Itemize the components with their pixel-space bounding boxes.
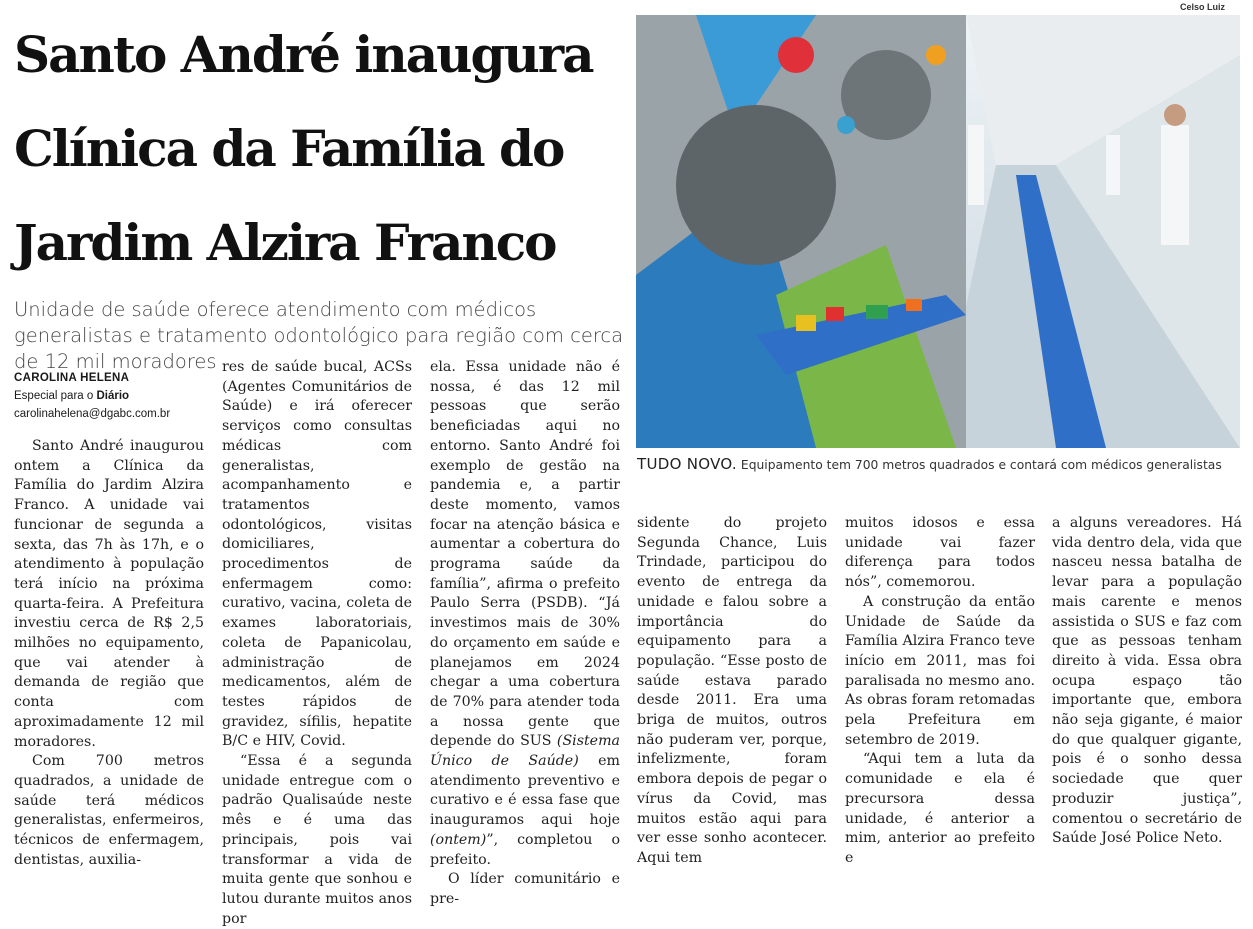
subheadline: Unidade de saúde oferece atendimento com médicos generalistas e tratamento odontológico para região com cerca de 12 mil moradores [14,298,624,373]
publication-name: Diário [96,390,130,402]
paragraph: muitos idosos e essa unidade vai fazer diferença para todos nós”, comemorou. [845,515,1035,591]
body-column-2 [222,358,412,929]
body-column-1 [14,437,204,870]
author-email[interactable]: carolinahelena@dgabc.com.br [14,408,171,420]
photo-caption [637,454,1247,475]
paragraph: O líder comunitário e pre- [430,871,620,907]
paragraph: sidente do projeto Segunda Chance, Luis Trindade, participou do evento de entrega da unidade e falou sobre a importância do equipamento para a população. “Esse posto de saúde estava parado desde 2011. Era uma briga de muitos, outros não puderam ver, porque, infelizmente, foram embora depois de pegar o vírus da Covid, mas muitos estão aqui para ver esse sonho acontecer. Aqui tem [637,515,827,866]
body-column-4 [637,514,827,869]
photo-credit: Celso Luiz [1180,2,1226,12]
paragraph: A construção da então Unidade de Saúde da Família Alzira Franco teve início em 2011, mas foi paralisada no mesmo ano. As obras foram retomadas pela Prefeitura em setembro de 2019. [845,593,1035,748]
author-role: Especial para o Diário [14,390,130,402]
paragraph: “Aqui tem a luta da comunidade e ela é precursora dessa unidade, é anterior a mim, anterior ao prefeito e [845,751,1035,866]
photo-illustration [636,15,1240,448]
caption-text: Equipamento tem 700 metros quadrados e contará com médicos generalistas [740,458,1222,472]
body-column-3 [430,358,620,910]
article-photo [636,15,1240,448]
caption-lead: TUDO NOVO. [637,455,737,473]
byline [14,369,214,423]
paragraph: “Essa é a segunda unidade entregue com o padrão Qualisaúde neste mês e é uma das principais, pois vai transformar a vida de muita gente que sonhou e lutou durante muitos anos por [222,753,412,927]
headline: Santo André inaugura Clínica da Família do Jardim Alzira Franco [14,25,593,272]
paragraph: ela. Essa unidade não é nossa, é das 12 mil pessoas que serão beneficiadas aqui no entorno. Santo André foi exemplo de gestão na pandemia e, a partir deste momento, vamos focar na atenção básica e aumentar a cobertura do programa saúde da família”, afirma o prefeito Paulo Serra (PSDB). “Já investimos mais de 30% do orçamento em saúde e planejamos em 2024 chegar a uma cobertura de 70% para atender toda a nossa gente que depende do SUS (Sistema Único de Saúde) em atendimento preventivo e curativo e é essa fase que inauguramos aqui hoje (ontem)”, completou o prefeito. [430,359,621,868]
paragraph: a alguns vereadores. Há vida dentro dela, vida que nasceu nessa batalha de levar para a população mais carente e menos assistida o SUS e faz com que as pessoas tenham direito à vida. Essa obra ocupa espaço tão importante que, embora não seja gigante, é maior do que qualquer gigante, pois é o sonho dessa sociedade que quer produzir justiça”, comentou o secretário de Saúde José Police Neto. [1052,515,1242,847]
body-column-5 [845,514,1035,869]
paragraph: Santo André inaugurou ontem a Clínica da Família do Jardim Alzira Franco. A unidade vai funcionar de segunda a sexta, das 7h às 17h, e o atendimento à população terá início na próxima quarta-feira. A Prefeitura investiu cerca de R$ 2,5 milhões no equipamento, que vai atender à demanda de região que conta com aproximadamente 12 mil moradores. [14,438,204,750]
paragraph: Com 700 metros quadrados, a unidade de saúde terá médicos generalistas, enfermeiros, técnicos de enfermagem, dentistas, auxilia- [14,753,204,868]
author-name: CAROLINA HELENA [14,372,130,384]
paragraph: res de saúde bucal, ACSs (Agentes Comunitários de Saúde) e irá oferecer serviços como consultas médicas com generalistas, acompanhamento e tratamentos odontológicos, visitas domiciliares, procedimentos de enfermagem como: curativo, vacina, coleta de exames laboratoriais, coleta de Papanicolau, administração de medicamentos, além de testes rápidos de gravidez, sífilis, hepatite B/C e HIV, Covid. [222,359,412,750]
body-column-6 [1052,514,1242,849]
